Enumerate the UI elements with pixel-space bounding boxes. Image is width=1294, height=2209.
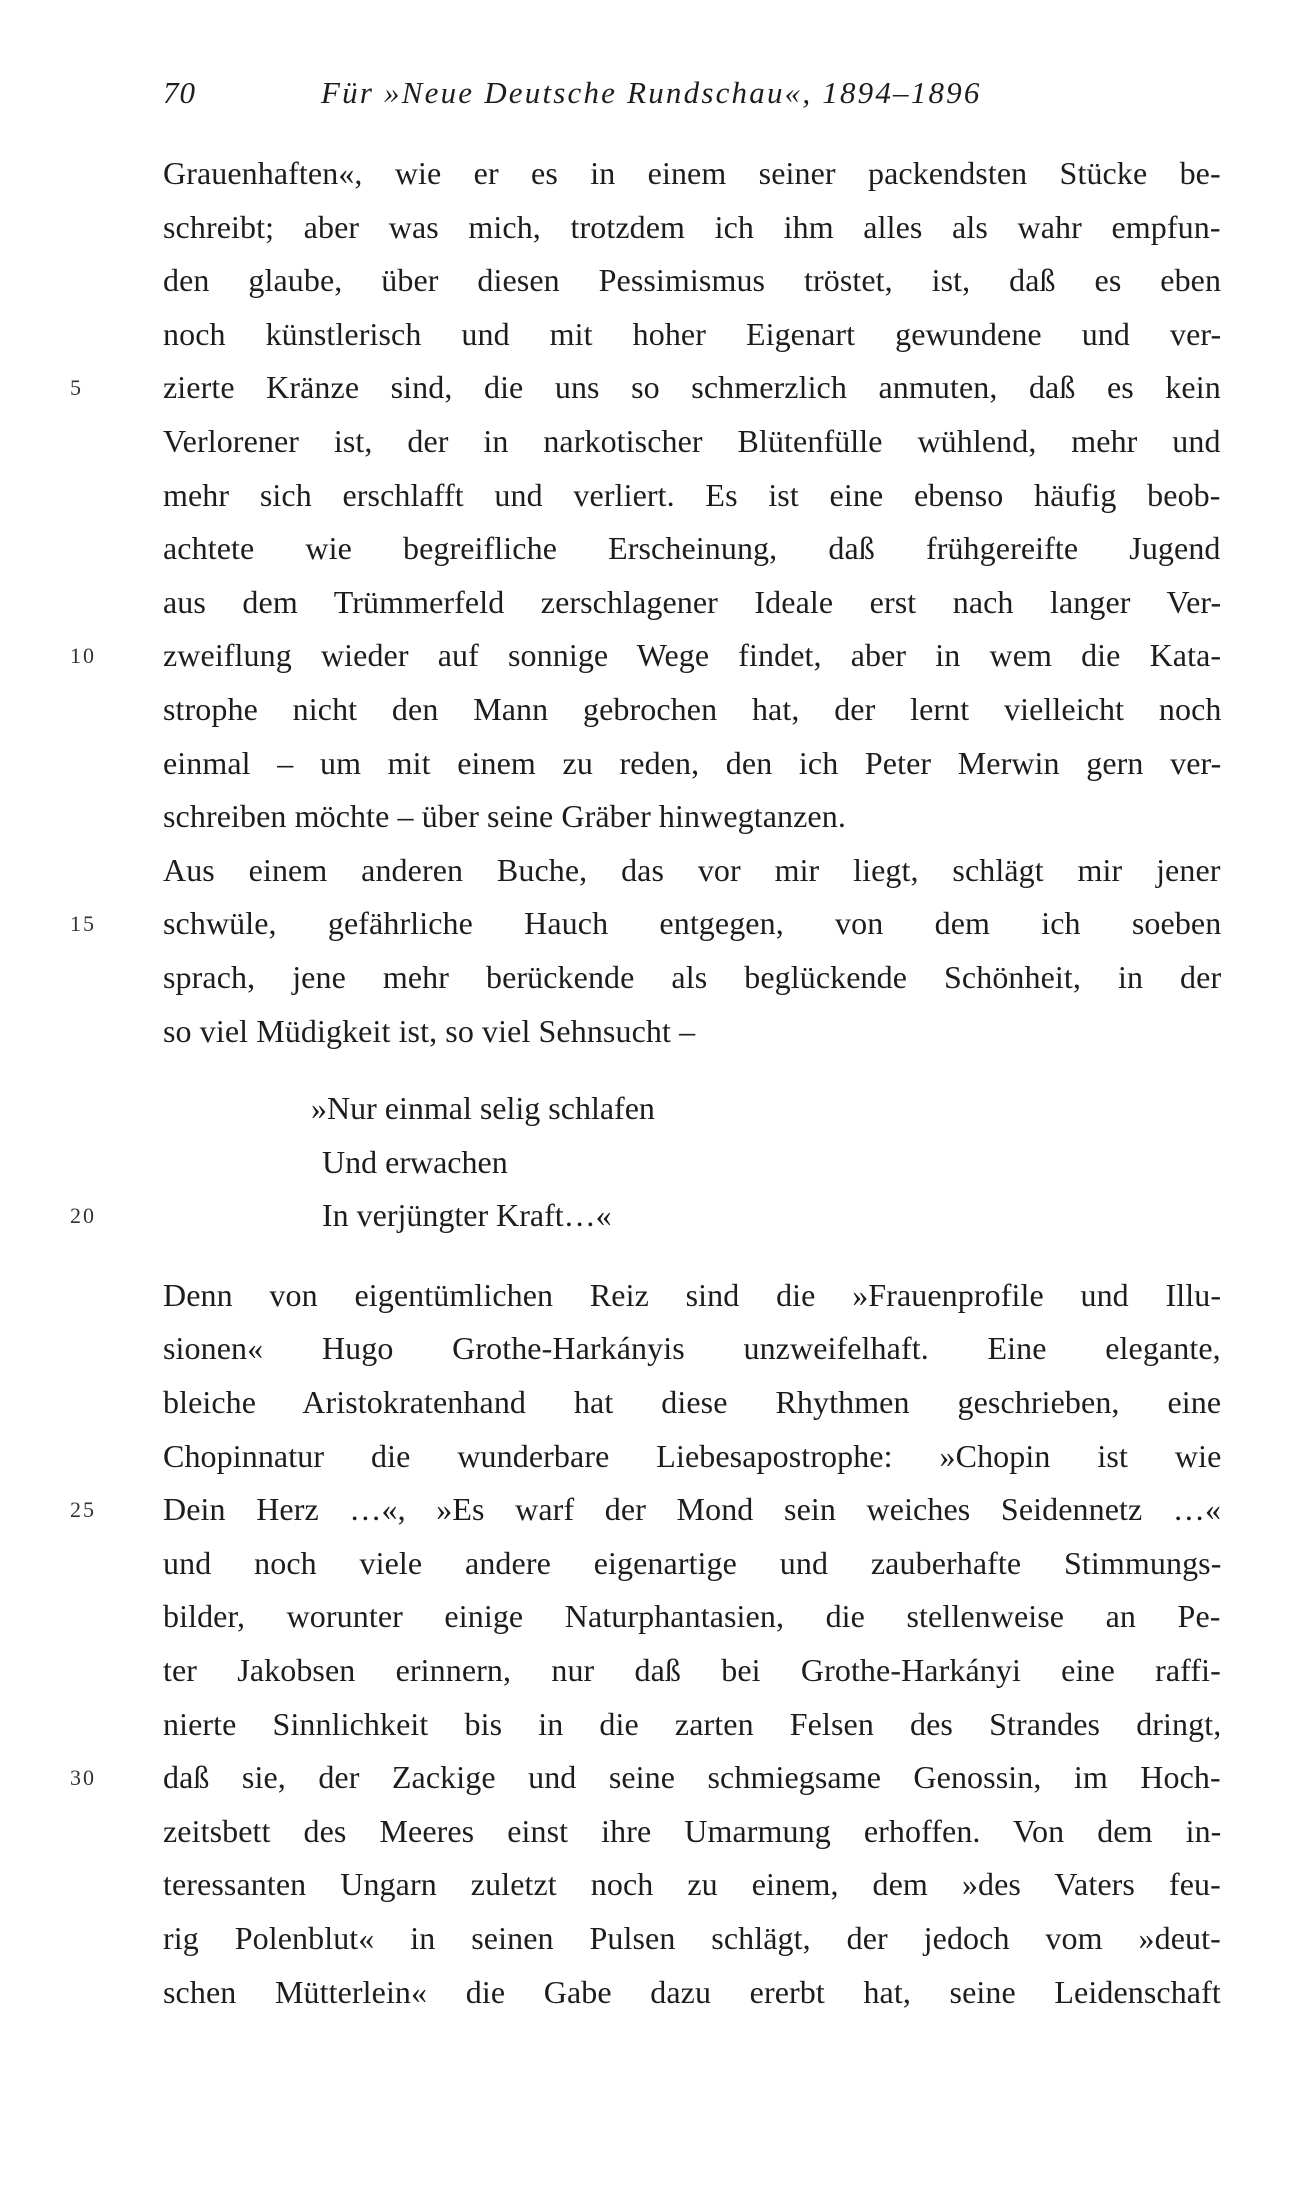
text-line — [163, 308, 1221, 362]
text-line — [163, 415, 1221, 469]
text-line — [70, 897, 1222, 951]
text-line — [163, 1537, 1221, 1591]
line-text: nierte Sinnlichkeit bis in die zarten Felsen des Strandes dringt, — [163, 1705, 1222, 1742]
text-line — [163, 254, 1221, 308]
text-line — [163, 951, 1221, 1005]
line-number: 20 — [70, 1203, 96, 1229]
line-text: Grauenhaften«, wie er es in einem seiner packendsten Stücke be- — [163, 155, 1221, 191]
text-line — [163, 1858, 1221, 1912]
text-line — [163, 683, 1221, 737]
line-number: 10 — [70, 643, 96, 669]
line-text: sprach, jene mehr berückende als beglückende Schönheit, in der — [163, 958, 1222, 995]
paragraph-1 — [70, 147, 1222, 844]
line-text: In verjüngter Kraft…« — [322, 1197, 612, 1234]
text-line — [163, 201, 1221, 255]
line-text: schreiben möchte – über seine Gräber hinwegtanzen. — [163, 798, 846, 835]
line-text: schwüle, gefährliche Hauch entgegen, von dem ich soeben — [163, 905, 1222, 942]
line-text: zierte Kränze sind, die uns so schmerzlich anmuten, daß es kein — [163, 369, 1221, 406]
line-text: Denn von eigentümlichen Reiz sind die »Frauenprofile und Illu- — [163, 1276, 1222, 1313]
line-text: Aus einem anderen Buche, das vor mir liegt, schlägt mir jener — [163, 851, 1221, 888]
line-number: 15 — [70, 911, 96, 937]
text-line — [70, 361, 1221, 415]
text-line — [70, 1751, 1221, 1805]
text-line — [163, 1005, 1221, 1059]
verse-line — [163, 1082, 1221, 1136]
text-line — [70, 1483, 1222, 1537]
line-text: schreibt; aber was mich, trotzdem ich ihm alles als wahr empfun- — [163, 208, 1221, 245]
line-number: 25 — [70, 1497, 96, 1523]
text-line — [163, 1912, 1221, 1966]
line-text: bleiche Aristokratenhand hat diese Rhythmen geschrieben, eine — [163, 1384, 1222, 1421]
line-text: mehr sich erschlafft und verliert. Es ist eine ebenso häufig beob- — [163, 476, 1221, 513]
text-line — [163, 1698, 1221, 1752]
line-text: achtete wie begreifliche Erscheinung, daß frühgereifte Jugend — [163, 530, 1221, 567]
line-text: daß sie, der Zackige und seine schmiegsame Genossin, im Hoch- — [163, 1759, 1221, 1796]
line-text: »Nur einmal selig schlafen — [311, 1090, 655, 1127]
line-text: sionen« Hugo Grothe-Harkányis unzweifelhaft. Eine elegante, — [163, 1330, 1221, 1367]
text-line — [163, 790, 1221, 844]
text-line — [163, 1430, 1221, 1484]
paragraph-2 — [70, 844, 1222, 1058]
text-line — [163, 844, 1221, 898]
running-head — [163, 68, 1223, 118]
line-text: zeitsbett des Meeres einst ihre Umarmung erhoffen. Von dem in- — [163, 1812, 1222, 1849]
line-text: aus dem Trümmerfeld zerschlagener Ideale erst nach langer Ver- — [163, 583, 1222, 620]
text-line — [163, 1269, 1221, 1323]
line-text: ter Jakobsen erinnern, nur daß bei Grothe-Harkányi eine raffi- — [163, 1652, 1221, 1689]
line-text: schen Mütterlein« die Gabe dazu ererbt hat, seine Leidenschaft — [163, 1973, 1221, 2010]
line-text: einmal – um mit einem zu reden, den ich Peter Merwin gern ver- — [163, 744, 1222, 781]
line-number: 5 — [70, 375, 83, 401]
text-line — [163, 1590, 1221, 1644]
line-text: Dein Herz …«, »Es warf der Mond sein weiches Seidennetz …« — [163, 1491, 1222, 1528]
line-text: den glaube, über diesen Pessimismus tröstet, ist, daß es eben — [163, 262, 1222, 299]
verse-line — [70, 1189, 1221, 1243]
line-text: Und erwachen — [322, 1143, 508, 1180]
text-line — [163, 737, 1221, 791]
line-text: teressanten Ungarn zuletzt noch zu einem, dem »des Vaters feu- — [163, 1866, 1221, 1903]
line-text: strophe nicht den Mann gebrochen hat, der lernt vielleicht noch — [163, 690, 1222, 727]
line-text: bilder, worunter einige Naturphantasien, die stellenweise an Pe- — [163, 1598, 1221, 1635]
line-text: so viel Müdigkeit ist, so viel Sehnsucht – — [163, 1012, 696, 1049]
verse-line — [163, 1136, 1221, 1190]
text-line — [163, 1966, 1221, 2020]
text-line — [163, 469, 1221, 523]
text-line — [163, 1644, 1221, 1698]
line-text: noch künstlerisch und mit hoher Eigenart gewundene und ver- — [163, 315, 1222, 352]
line-text: Verlorener ist, der in narkotischer Blütenfülle wühlend, mehr und — [163, 422, 1221, 459]
text-line — [163, 576, 1221, 630]
text-line — [163, 1805, 1221, 1859]
line-number: 30 — [70, 1765, 96, 1791]
verse-quote — [70, 1082, 1221, 1243]
text-line — [163, 522, 1221, 576]
line-text: zweiflung wieder auf sonnige Wege findet, aber in wem die Kata- — [163, 637, 1222, 674]
body-text — [70, 147, 1222, 2019]
paragraph-3 — [70, 1269, 1222, 2019]
running-title: Für »Neue Deutsche Rundschau«, 1894–1896 — [321, 75, 982, 110]
text-line — [163, 1322, 1221, 1376]
line-text: und noch viele andere eigenartige und zauberhafte Stimmungs- — [163, 1544, 1222, 1581]
page-number: 70 — [163, 75, 196, 110]
line-text: Chopinnatur die wunderbare Liebesapostrophe: »Chopin ist wie — [163, 1437, 1222, 1474]
text-line — [70, 629, 1222, 683]
text-line — [163, 1376, 1221, 1430]
text-line — [163, 147, 1221, 201]
line-text: rig Polenblut« in seinen Pulsen schlägt, der jedoch vom »deut- — [163, 1920, 1221, 1956]
